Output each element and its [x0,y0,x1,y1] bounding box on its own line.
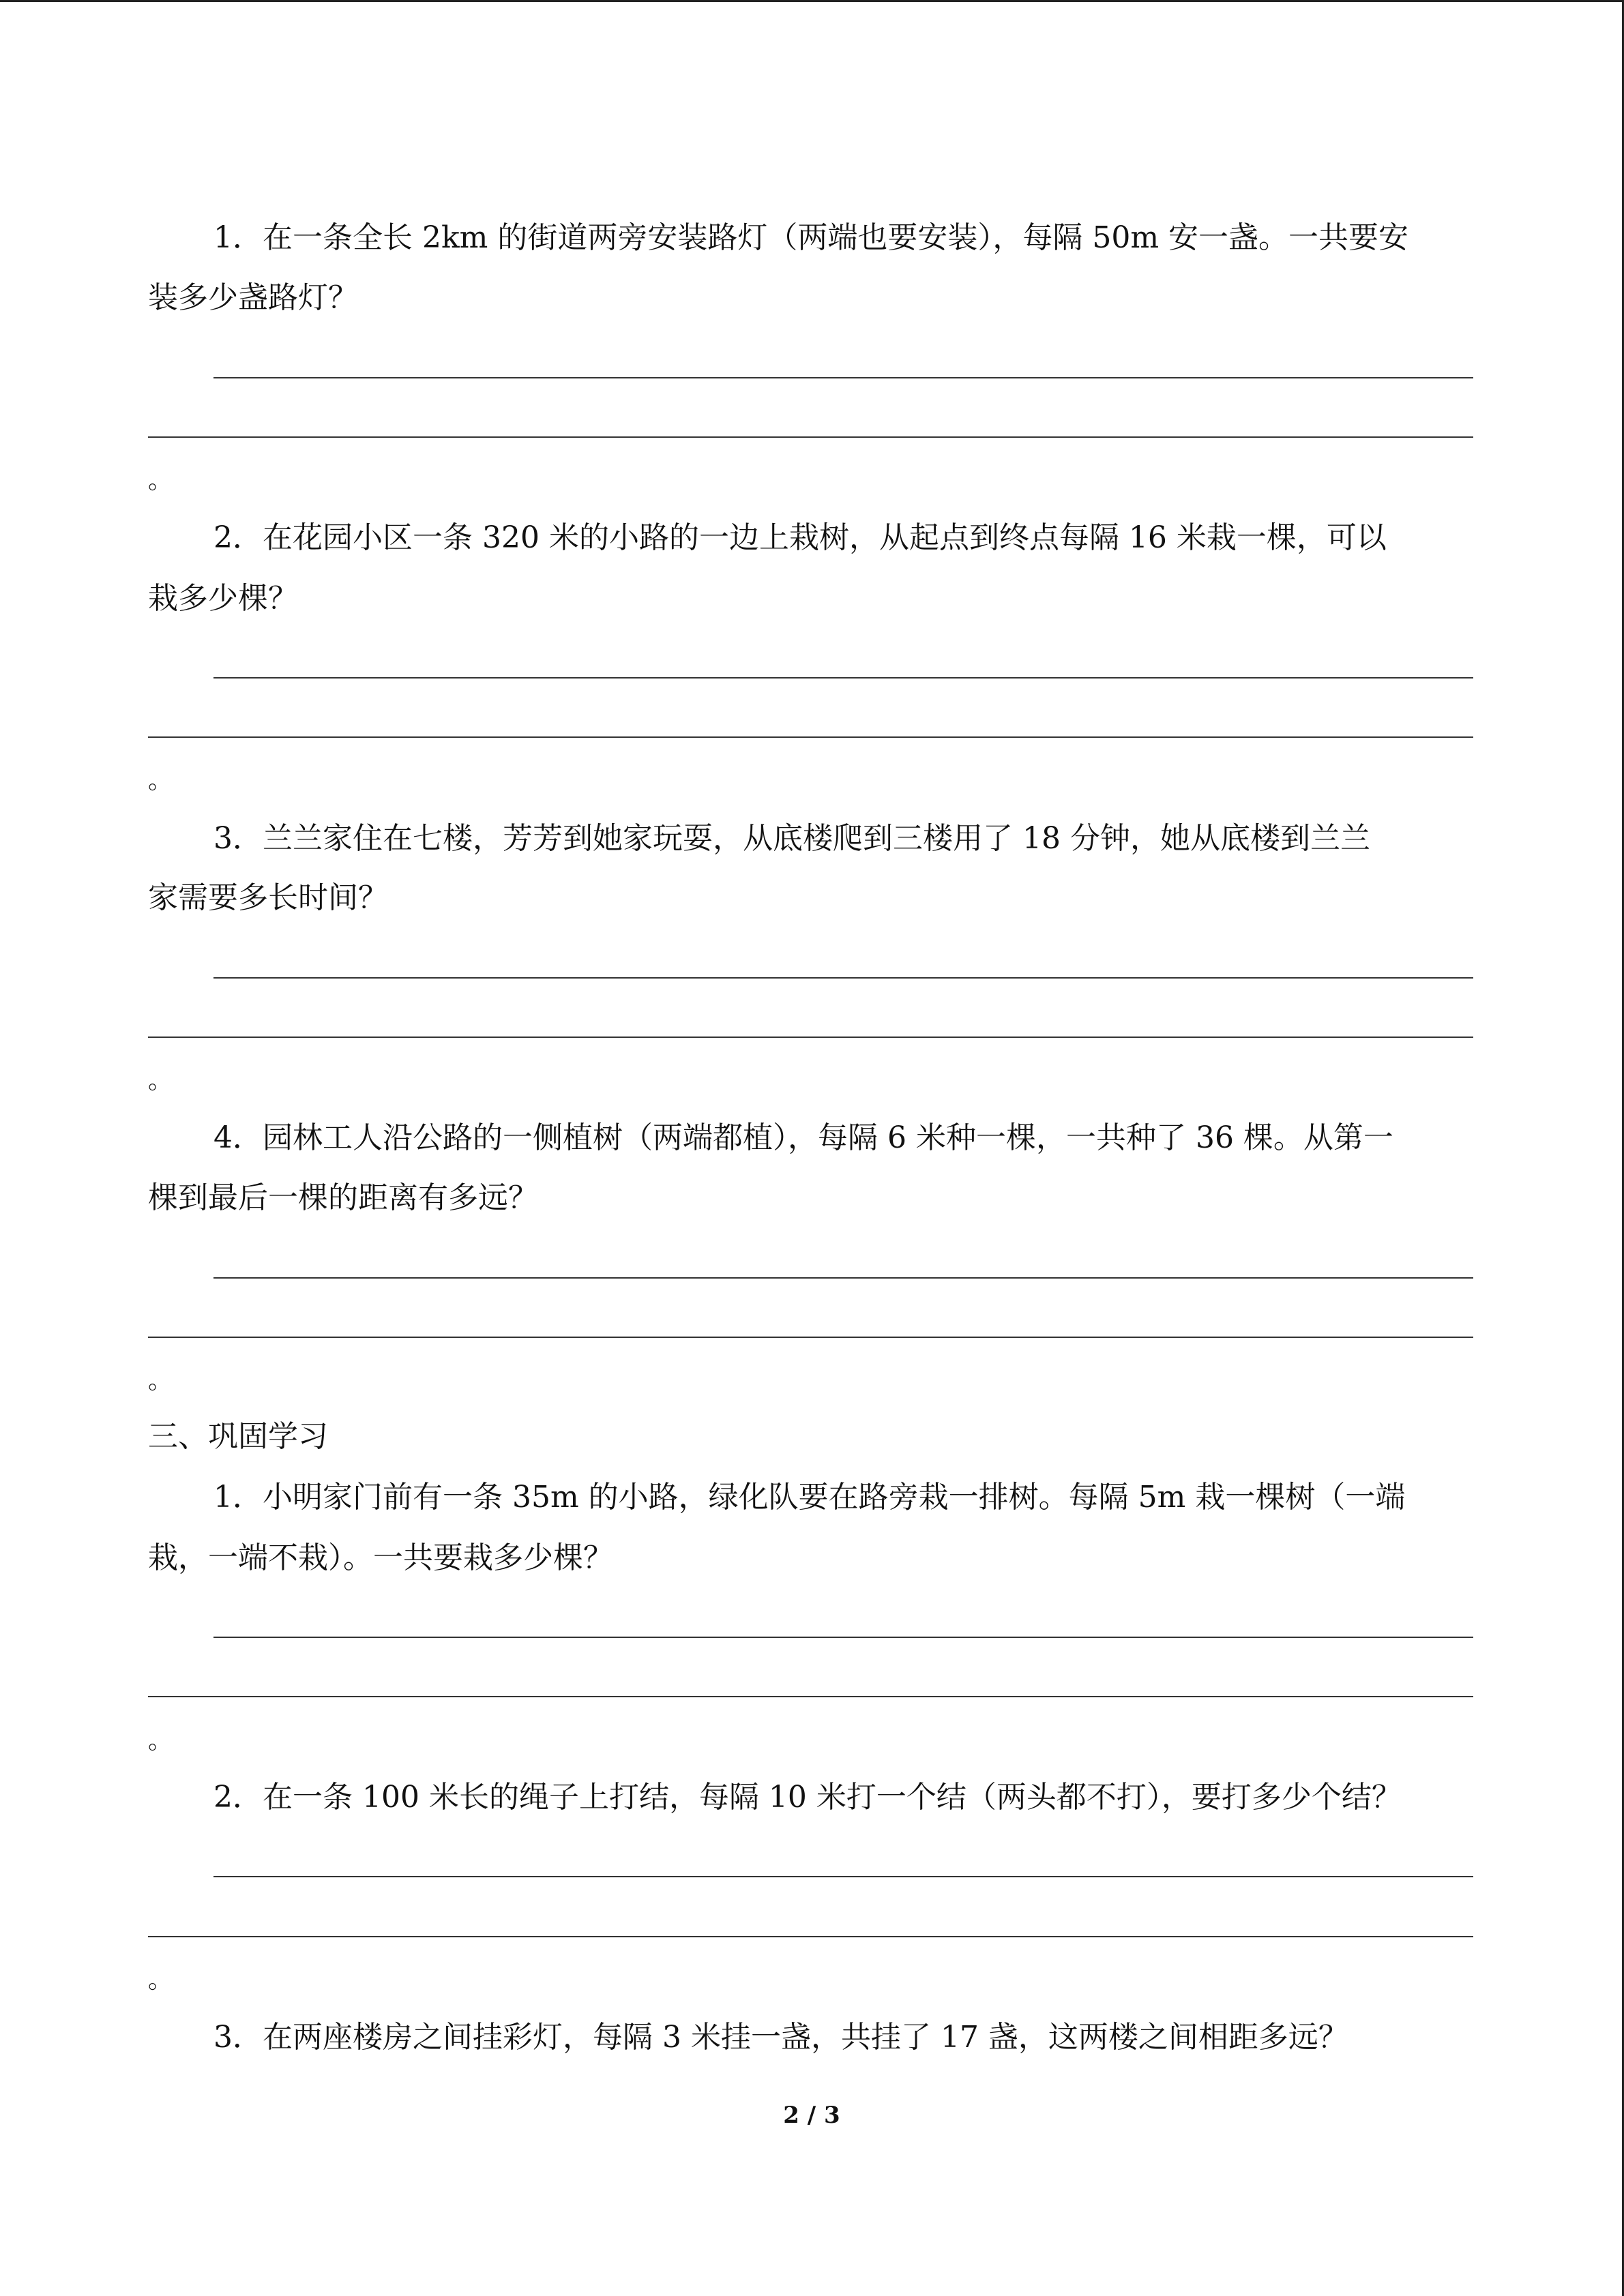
question-2-line-1: 2．在花园小区一条 320 米的小路的一边上栽树，从起点到终点每隔 16 米栽一棵，可以 [213,520,1387,555]
page-number: 2 / 3 [783,2102,840,2129]
practice-question-3-line-1: 3．在两座楼房之间挂彩灯，每隔 3 米挂一盏，共挂了 17 盏，这两楼之间相距多远？ [213,2020,1348,2055]
practice-question-1-line-2: 栽，一端不栽）。一共要栽多少棵？ [148,1540,613,1575]
answer-line [148,736,1473,738]
question-3-line-2: 家需要多长时间？ [148,880,388,915]
answer-end-mark: 。 [148,1367,173,1395]
question-4-line-2: 棵到最后一棵的距离有多远？ [148,1180,538,1215]
answer-line [213,1876,1473,1877]
answer-line [213,1277,1473,1279]
answer-line [213,1637,1473,1638]
question-3-line-1: 3．兰兰家住在七楼，芳芳到她家玩耍，从底楼爬到三楼用了 18 分钟，她从底楼到兰兰 [213,821,1370,856]
answer-end-mark: 。 [148,1727,173,1755]
practice-question-2-line-1: 2．在一条 100 米长的绳子上打结，每隔 10 米打一个结（两头都不打），要打多少个结？ [213,1780,1402,1815]
answer-line [148,1936,1473,1937]
question-1-line-1: 1．在一条全长 2km 的街道两旁安装路灯（两端也要安装），每隔 50m 安一盏。一共要安 [213,220,1409,255]
answer-line [148,1337,1473,1338]
question-1-line-2: 装多少盏路灯？ [148,280,358,315]
answer-line [148,1037,1473,1038]
answer-line [148,1696,1473,1697]
answer-end-mark: 。 [148,466,173,494]
answer-end-mark: 。 [148,766,173,794]
question-2-line-2: 栽多少棵？ [148,581,298,616]
answer-line [148,436,1473,438]
answer-line [213,377,1473,378]
answer-end-mark: 。 [148,1067,173,1094]
question-4-line-1: 4．园林工人沿公路的一侧植树（两端都植），每隔 6 米种一棵，一共种了 36 棵。从第一 [213,1120,1393,1155]
answer-line [213,677,1473,679]
answer-line [213,977,1473,979]
section-heading: 三、巩固学习 [148,1419,328,1454]
answer-end-mark: 。 [148,1966,173,1994]
practice-question-1-line-1: 1．小明家门前有一条 35m 的小路，绿化队要在路旁栽一排树。每隔 5m 栽一棵树（一端 [213,1480,1406,1515]
